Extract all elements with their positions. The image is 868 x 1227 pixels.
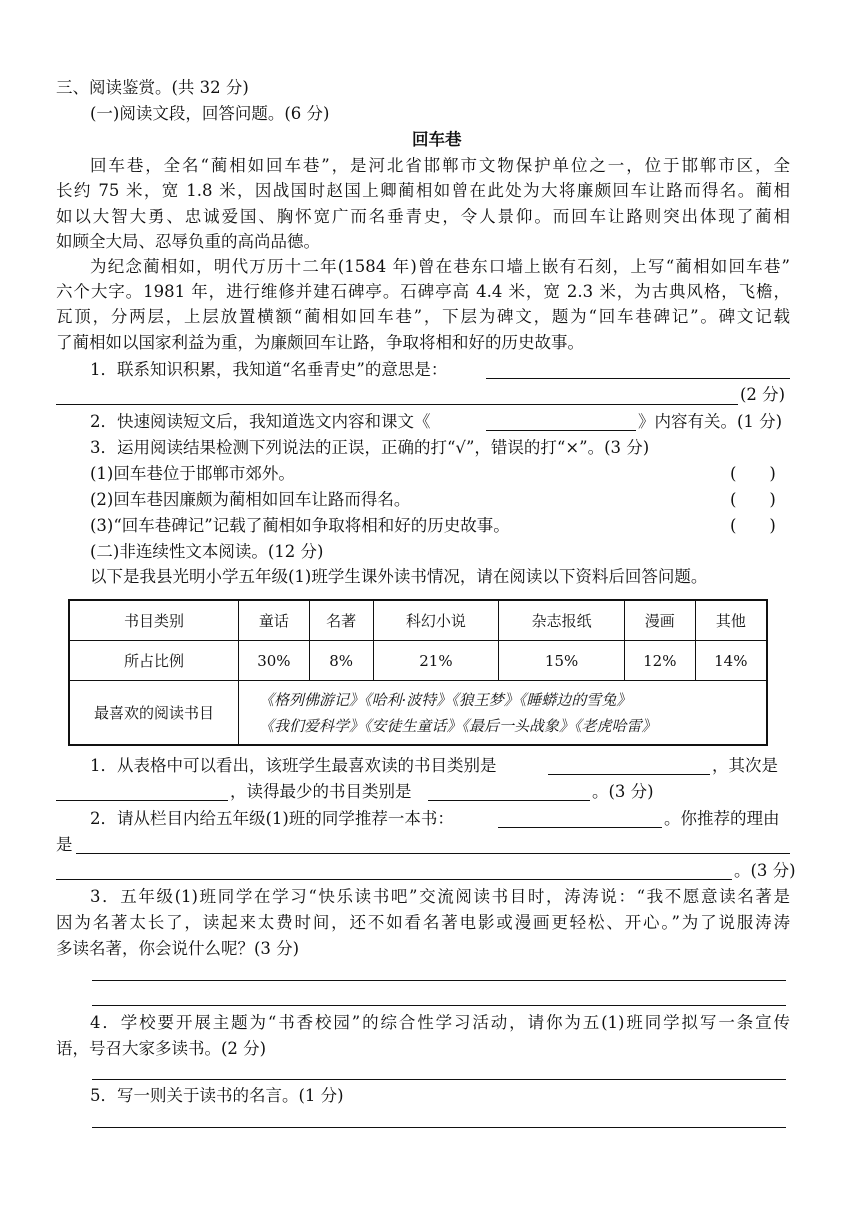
- part2-question-3-line: 多读名著，你会说什么呢？(3 分): [56, 939, 300, 958]
- part2-question-2-a: 2．请从栏目内给五年级(1)班的同学推荐一本书：: [90, 809, 454, 828]
- table-cell: 漫画: [624, 600, 695, 641]
- answer-line[interactable]: [76, 853, 790, 854]
- statement-item: (1)回车巷位于邯郸市郊外。: [90, 464, 295, 483]
- table-cell: 童话: [239, 600, 310, 641]
- passage-line: 六个大字。1981 年，进行维修并建石碑亭。石碑亭高 4.4 米，宽 2.3 米，为古典风格，飞檐，: [56, 282, 790, 301]
- passage-line: 长约 75 米，宽 1.8 米，因战国时赵国上卿蔺相如曾在此处为大将廉颇回车让路而得名。蔺相: [56, 181, 790, 200]
- answer-parens[interactable]: ( ): [730, 464, 776, 483]
- table-row: [69, 600, 767, 641]
- part1-heading: (一)阅读文段，回答问题。(6 分): [90, 104, 330, 123]
- table-cell: 8%: [309, 641, 373, 681]
- table-cell: 12%: [624, 641, 695, 681]
- part2-question-4-line: 语，号召大家多读书。(2 分): [56, 1039, 267, 1058]
- table-cell: 14%: [695, 641, 767, 681]
- table-cell: 名著: [309, 600, 373, 641]
- passage-line: 瓦顶，分两层，上层放置横额“蔺相如回车巷”，下层为碑文，题为“回车巷碑记”。碑文记载: [56, 307, 790, 326]
- answer-line[interactable]: [56, 404, 738, 405]
- passage-line: 为纪念蔺相如，明代万历十二年(1584 年)曾在巷东口墙上嵌有石刻，上写“蔺相如回车巷”: [90, 257, 790, 276]
- question-2-prefix: 2．快速阅读短文后，我知道选文内容和课文《: [90, 412, 431, 431]
- table-header-cell: 最喜欢的阅读书目: [69, 681, 239, 746]
- answer-line[interactable]: [92, 1005, 786, 1006]
- passage-line: 了蔺相如以国家利益为重，为廉颇回车让路，争取将相和好的历史故事。: [56, 333, 584, 352]
- table-cell: 21%: [373, 641, 499, 681]
- part2-heading: (二)非连续性文本阅读。(12 分): [90, 542, 324, 561]
- answer-parens[interactable]: ( ): [730, 490, 776, 509]
- table-header-cell: 所占比例: [69, 641, 239, 681]
- answer-line[interactable]: [92, 1079, 786, 1080]
- statement-item: (3)“回车巷碑记”记载了蔺相如争取将相和好的历史故事。: [90, 516, 510, 535]
- table-cell: 其他: [695, 600, 767, 641]
- part2-question-1-b: ，其次是: [712, 756, 778, 775]
- part2-intro: 以下是我县光明小学五年级(1)班学生课外读书情况，请在阅读以下资料后回答问题。: [90, 567, 708, 586]
- part2-question-3-line: 3．五年级(1)班同学在学习“快乐读书吧”交流阅读书目时，涛涛说：“我不愿意读名著是: [90, 887, 790, 906]
- answer-line[interactable]: [56, 879, 732, 880]
- part2-question-2-c: 是: [56, 835, 73, 854]
- part2-question-1-c: ，读得最少的书目类别是: [230, 782, 412, 801]
- answer-blank[interactable]: [56, 800, 228, 801]
- passage-line: 如以大智大勇、忠诚爱国、胸怀宽广而名垂青史，令人景仰。而回车让路则突出体现了蔺相: [56, 207, 790, 226]
- table-row: [69, 681, 767, 746]
- answer-line[interactable]: [92, 980, 786, 981]
- table-cell: 杂志报纸: [499, 600, 625, 641]
- part2-question-4-line: 4．学校要开展主题为“书香校园”的综合性学习活动，请你为五(1)班同学拟写一条宣传: [90, 1013, 790, 1032]
- table-header-cell: 书目类别: [69, 600, 239, 641]
- answer-blank[interactable]: [548, 774, 710, 775]
- answer-blank[interactable]: [486, 430, 636, 431]
- part2-question-1-a: 1．从表格中可以看出，该班学生最喜欢读的书目类别是: [90, 756, 497, 775]
- section-heading: 三、阅读鉴赏。(共 32 分): [56, 78, 249, 97]
- part2-question-3-line: 因为名著太长了，读起来太费时间，还不如看名著电影或漫画更轻松、开心。”为了说服涛涛: [56, 913, 790, 932]
- passage-line: 回车巷，全名“蔺相如回车巷”，是河北省邯郸市文物保护单位之一，位于邯郸市区，全: [90, 156, 790, 175]
- passage-line: 如顾全大局、忍辱负重的高尚品德。: [56, 232, 320, 251]
- reading-table: [68, 599, 768, 746]
- passage-title: 回车巷: [412, 130, 462, 149]
- table-row: [69, 641, 767, 681]
- statement-item: (2)回车巷因廉颇为蔺相如回车让路而得名。: [90, 490, 411, 509]
- part2-question-2-b: 。你推荐的理由: [664, 809, 780, 828]
- table-cell: 科幻小说: [373, 600, 499, 641]
- table-cell: 15%: [499, 641, 625, 681]
- part2-question-2-d: 。(3 分): [734, 861, 796, 880]
- answer-blank[interactable]: [428, 800, 590, 801]
- part2-question-5-text: 5．写一则关于读书的名言。(1 分): [90, 1086, 344, 1105]
- question-3-text: 3．运用阅读结果检测下列说法的正误，正确的打“√”，错误的打“×”。(3 分): [90, 438, 650, 457]
- favorites-line: 《格列佛游记》《哈利·波特》《狼王梦》《睡蟒边的雪兔》: [259, 690, 632, 709]
- question-1-score: (2 分): [740, 385, 786, 404]
- answer-line[interactable]: [486, 378, 790, 379]
- answer-parens[interactable]: ( ): [730, 516, 776, 535]
- favorites-cell: [239, 681, 768, 746]
- table-cell: 30%: [239, 641, 310, 681]
- question-1-text: 1．联系知识积累，我知道“名垂青史”的意思是：: [90, 360, 448, 379]
- answer-line[interactable]: [92, 1127, 786, 1128]
- part2-question-1-d: 。(3 分): [592, 782, 654, 801]
- answer-blank[interactable]: [498, 827, 662, 828]
- question-2-suffix: 》内容有关。(1 分): [638, 412, 783, 431]
- favorites-line: 《我们爱科学》《安徒生童话》《最后一头战象》《老虎哈雷》: [259, 716, 657, 735]
